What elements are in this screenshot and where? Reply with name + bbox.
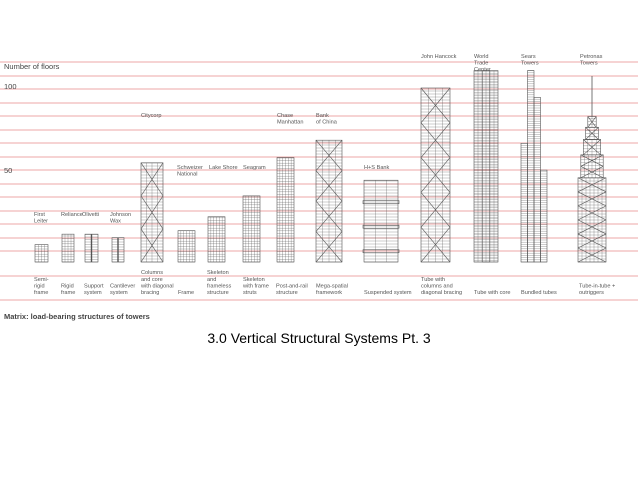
system-label-line: Support	[84, 283, 104, 290]
tower-drawing	[178, 231, 195, 262]
system-label-line: Skeleton	[207, 270, 229, 277]
system-label	[474, 290, 510, 296]
system-label	[579, 283, 615, 296]
system-label-line: Suspended system	[364, 290, 412, 296]
system-label-line: outriggers	[579, 290, 604, 296]
tower-drawing	[316, 140, 342, 262]
system-label-line: Columns	[141, 270, 164, 277]
system-label-line: Tube-in-tube +	[579, 283, 616, 290]
towers-group	[34, 54, 615, 296]
system-label	[84, 283, 104, 296]
axis-tick-50: 50	[4, 166, 13, 175]
system-label	[242, 277, 269, 296]
tower-name-line: National	[177, 171, 198, 178]
tower-name-line: World	[474, 54, 489, 60]
system-label-line: Tube with	[421, 276, 446, 283]
system-label-line: frame	[34, 290, 49, 296]
tower-name	[521, 54, 539, 67]
tower-name-line: Olivetti	[82, 212, 100, 218]
tower-name	[82, 212, 99, 218]
tower-name-line: Towers	[521, 60, 539, 67]
tower-petronas	[578, 54, 615, 296]
axis-tick-100: 100	[4, 82, 17, 91]
tower-name-line: Lake Shore	[209, 165, 238, 171]
system-label-line: diagonal bracing	[421, 290, 463, 296]
tower-name-line: Petronas	[580, 54, 603, 60]
tower-name	[277, 113, 303, 126]
system-label	[316, 283, 348, 296]
tower-name-line: H+S Bank	[364, 165, 390, 171]
system-label	[364, 290, 412, 296]
system-label-line: and core	[141, 276, 163, 283]
tower-name-line: Wax	[110, 218, 121, 225]
tower-name-line: John Hancock	[421, 54, 457, 60]
tower-drawing	[35, 245, 48, 262]
tower-olivetti	[82, 212, 104, 296]
tower-drawing	[521, 71, 547, 262]
tower-name-line: Center	[474, 67, 491, 74]
tower-name-line: Citycorp	[141, 113, 162, 119]
tower-name	[141, 113, 162, 119]
system-label	[140, 270, 174, 296]
tower-name	[209, 165, 238, 171]
tower-name	[110, 212, 131, 225]
tower-drawing	[474, 71, 498, 262]
tower-sears	[521, 54, 557, 296]
system-label	[110, 283, 135, 296]
system-label-line: system	[84, 290, 102, 296]
tower-name	[243, 165, 266, 171]
tower-name-line: Johnson	[110, 212, 132, 218]
system-label-line: with diagonal	[141, 283, 174, 290]
tower-name	[580, 54, 603, 67]
tower-name-line: Leiter	[34, 218, 48, 225]
system-label-line: struts	[243, 290, 257, 296]
tower-name-line: Schweizer	[177, 165, 203, 171]
tower-name-line: Towers	[580, 60, 598, 67]
tower-drawing	[141, 163, 163, 262]
system-label-line: Rigid	[61, 283, 74, 290]
tower-name	[421, 54, 457, 60]
system-label	[521, 290, 557, 296]
tower-drawing	[112, 238, 124, 262]
tower-name-line: First	[34, 212, 45, 218]
tower-reliance	[61, 212, 83, 296]
tower-drawing	[578, 76, 606, 262]
system-label-line: frame	[61, 290, 76, 296]
system-label	[34, 277, 49, 296]
slide-title: 3.0 Vertical Structural Systems Pt. 3	[207, 330, 431, 346]
tower-name-line: Bank	[316, 113, 329, 119]
tower-name	[364, 165, 390, 171]
tower-name	[61, 212, 83, 218]
system-label-line: structure	[276, 290, 298, 296]
tower-name-line: Trade	[474, 60, 489, 67]
tower-name	[177, 165, 203, 178]
system-label	[421, 277, 462, 296]
system-label	[276, 283, 308, 296]
system-label	[178, 290, 194, 296]
tower-drawing	[243, 196, 260, 262]
matrix-caption: Matrix: load-bearing structures of towers	[4, 312, 150, 321]
system-label-line: columns and	[421, 283, 453, 290]
tower-name-line: of China	[316, 119, 337, 126]
system-label-line: Mega-spatial	[316, 283, 349, 290]
tower-name-line: Manhattan	[277, 119, 304, 126]
system-label-line: with frame	[243, 283, 269, 290]
axis-title: Number of floors	[4, 62, 60, 71]
tower-name	[474, 54, 491, 73]
system-label-line: and	[207, 276, 217, 283]
tower-chase	[276, 113, 308, 296]
system-label-line: rigid	[34, 283, 45, 290]
tower-name-line: Chase	[277, 113, 294, 119]
system-label-line: Bundled tubes	[521, 290, 557, 296]
tower-john-hancock	[421, 54, 462, 296]
system-label-line: Cantilever	[110, 283, 136, 290]
tower-name	[34, 212, 48, 225]
tower-drawing	[208, 217, 225, 262]
tower-name-line: Reliance	[61, 212, 83, 218]
tower-drawing	[363, 180, 399, 262]
tower-drawing	[277, 158, 294, 262]
system-label-line: Semi-	[34, 276, 49, 283]
system-label-line: Frame	[178, 290, 195, 296]
system-label-line: Tube with core	[474, 290, 511, 296]
system-label-line: framework	[316, 290, 343, 296]
system-label-line: system	[110, 290, 128, 296]
tower-name-line: Seagram	[243, 165, 266, 171]
tower-drawing	[421, 88, 450, 262]
system-label-line: Post-and-rail	[276, 283, 308, 290]
system-label	[207, 270, 231, 296]
system-label-line: Skeleton	[243, 276, 265, 283]
system-label-line: bracing	[141, 290, 160, 296]
tower-bank-china	[316, 113, 348, 296]
tower-name-line: Sears	[521, 54, 536, 60]
tower-first-leiter	[34, 212, 49, 296]
tower-johnson-wax	[110, 212, 135, 296]
tower-name	[316, 113, 338, 126]
tower-wtc	[474, 54, 510, 296]
system-label-line: structure	[207, 290, 229, 296]
system-label	[61, 283, 75, 296]
system-label-line: frameless	[207, 283, 232, 290]
tower-citycorp	[140, 113, 174, 296]
